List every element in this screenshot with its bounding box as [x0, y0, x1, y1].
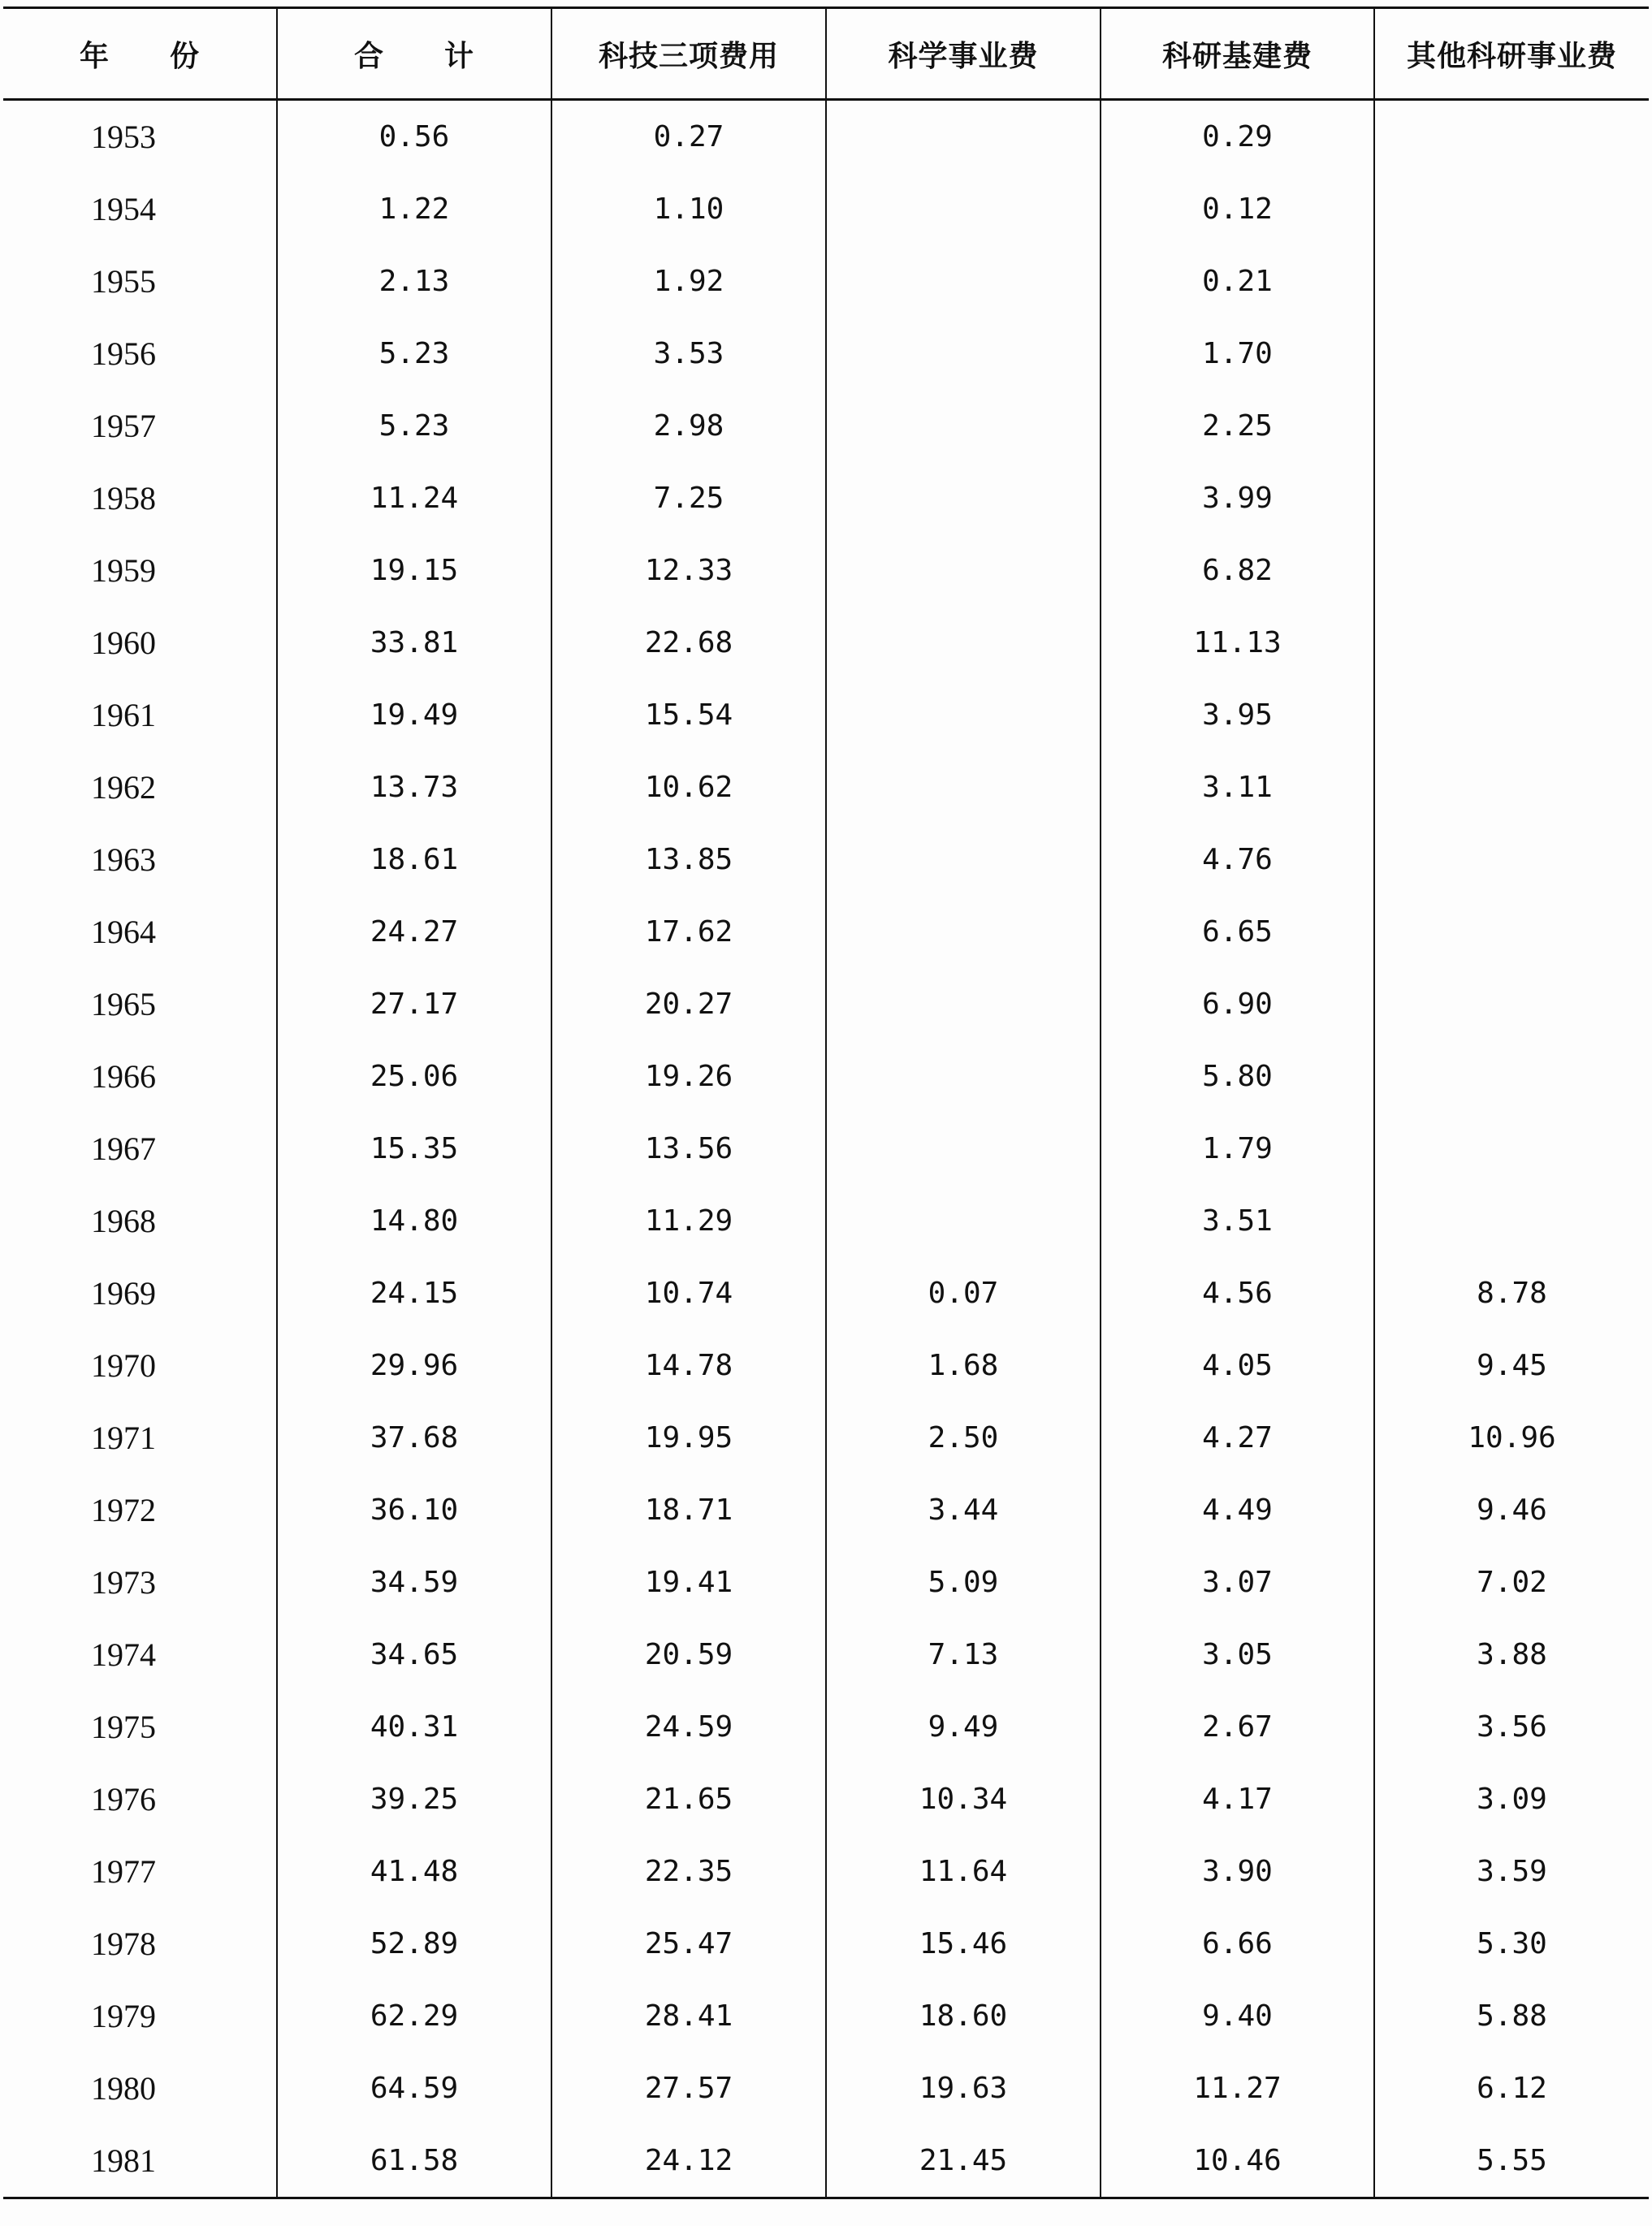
cell-science-operating: [826, 318, 1101, 390]
cell-research-construction: 3.95: [1101, 679, 1374, 751]
cell-research-construction: 10.46: [1101, 2124, 1374, 2198]
cell-total: 64.59: [277, 2052, 551, 2124]
cell-research-construction: 3.99: [1101, 462, 1374, 534]
cell-three-items: 19.95: [551, 1402, 826, 1474]
cell-research-construction: 2.25: [1101, 390, 1374, 462]
cell-total: 34.59: [277, 1546, 551, 1619]
cell-research-construction: 4.05: [1101, 1329, 1374, 1402]
cell-other-research: 5.30: [1374, 1908, 1649, 1980]
cell-three-items: 24.59: [551, 1691, 826, 1763]
cell-research-construction: 4.49: [1101, 1474, 1374, 1546]
cell-total: 61.58: [277, 2124, 551, 2198]
cell-research-construction: 4.27: [1101, 1402, 1374, 1474]
cell-science-operating: 2.50: [826, 1402, 1101, 1474]
table-row: [3, 1908, 1649, 1980]
cell-year: 1967: [3, 1113, 277, 1185]
cell-year: 1972: [3, 1474, 277, 1546]
cell-research-construction: 5.80: [1101, 1040, 1374, 1113]
cell-total: 13.73: [277, 751, 551, 823]
cell-research-construction: 1.79: [1101, 1113, 1374, 1185]
cell-research-construction: 11.27: [1101, 2052, 1374, 2124]
cell-science-operating: 3.44: [826, 1474, 1101, 1546]
cell-total: 36.10: [277, 1474, 551, 1546]
cell-three-items: 13.85: [551, 823, 826, 896]
cell-total: 19.49: [277, 679, 551, 751]
cell-other-research: 8.78: [1374, 1257, 1649, 1329]
cell-year: 1959: [3, 534, 277, 607]
cell-other-research: [1374, 1113, 1649, 1185]
cell-three-items: 24.12: [551, 2124, 826, 2198]
table-row: [3, 1980, 1649, 2052]
cell-science-operating: 0.07: [826, 1257, 1101, 1329]
cell-year: 1955: [3, 245, 277, 318]
cell-other-research: 3.56: [1374, 1691, 1649, 1763]
cell-three-items: 25.47: [551, 1908, 826, 1980]
cell-year: 1977: [3, 1835, 277, 1908]
cell-research-construction: 6.65: [1101, 896, 1374, 968]
cell-science-operating: [826, 896, 1101, 968]
cell-science-operating: 10.34: [826, 1763, 1101, 1835]
cell-science-operating: 7.13: [826, 1619, 1101, 1691]
cell-total: 24.15: [277, 1257, 551, 1329]
table-row: [3, 1113, 1649, 1185]
cell-three-items: 12.33: [551, 534, 826, 607]
table-row: [3, 173, 1649, 245]
table-row: [3, 1763, 1649, 1835]
cell-year: 1958: [3, 462, 277, 534]
column-header-year: 年 份: [3, 8, 277, 100]
cell-total: 29.96: [277, 1329, 551, 1402]
cell-other-research: [1374, 100, 1649, 174]
cell-science-operating: [826, 1113, 1101, 1185]
cell-three-items: 28.41: [551, 1980, 826, 2052]
table-row: [3, 318, 1649, 390]
cell-year: 1973: [3, 1546, 277, 1619]
cell-research-construction: 6.66: [1101, 1908, 1374, 1980]
table-row: [3, 390, 1649, 462]
table-row: [3, 1691, 1649, 1763]
cell-other-research: 6.12: [1374, 2052, 1649, 2124]
cell-science-operating: [826, 968, 1101, 1040]
column-header-science-operating: 科学事业费: [826, 8, 1101, 100]
cell-total: 25.06: [277, 1040, 551, 1113]
cell-science-operating: 18.60: [826, 1980, 1101, 2052]
cell-three-items: 7.25: [551, 462, 826, 534]
cell-other-research: [1374, 896, 1649, 968]
cell-other-research: [1374, 968, 1649, 1040]
table-row: [3, 1257, 1649, 1329]
cell-other-research: [1374, 751, 1649, 823]
table-row: [3, 1546, 1649, 1619]
cell-total: 37.68: [277, 1402, 551, 1474]
cell-three-items: 3.53: [551, 318, 826, 390]
cell-science-operating: [826, 390, 1101, 462]
cell-three-items: 2.98: [551, 390, 826, 462]
table-row: [3, 534, 1649, 607]
cell-research-construction: 2.67: [1101, 1691, 1374, 1763]
cell-research-construction: 6.82: [1101, 534, 1374, 607]
cell-year: 1960: [3, 607, 277, 679]
table-row: [3, 1474, 1649, 1546]
cell-total: 5.23: [277, 390, 551, 462]
table-row: [3, 607, 1649, 679]
table-row: [3, 1329, 1649, 1402]
cell-other-research: 7.02: [1374, 1546, 1649, 1619]
cell-year: 1966: [3, 1040, 277, 1113]
cell-year: 1957: [3, 390, 277, 462]
cell-science-operating: [826, 1040, 1101, 1113]
column-header-three-items: 科技三项费用: [551, 8, 826, 100]
cell-science-operating: 15.46: [826, 1908, 1101, 1980]
cell-three-items: 20.27: [551, 968, 826, 1040]
cell-science-operating: [826, 823, 1101, 896]
cell-other-research: 3.09: [1374, 1763, 1649, 1835]
cell-science-operating: [826, 1185, 1101, 1257]
table-row: [3, 1040, 1649, 1113]
table-row: [3, 2052, 1649, 2124]
cell-year: 1968: [3, 1185, 277, 1257]
cell-year: 1970: [3, 1329, 277, 1402]
cell-total: 62.29: [277, 1980, 551, 2052]
cell-year: 1956: [3, 318, 277, 390]
cell-three-items: 19.41: [551, 1546, 826, 1619]
table-row: [3, 462, 1649, 534]
cell-total: 19.15: [277, 534, 551, 607]
table-row: [3, 1402, 1649, 1474]
table-header: [3, 8, 1649, 100]
cell-other-research: 3.88: [1374, 1619, 1649, 1691]
table-row: [3, 823, 1649, 896]
cell-other-research: [1374, 462, 1649, 534]
cell-three-items: 21.65: [551, 1763, 826, 1835]
cell-science-operating: [826, 607, 1101, 679]
table-row: [3, 100, 1649, 174]
cell-research-construction: 11.13: [1101, 607, 1374, 679]
cell-three-items: 22.35: [551, 1835, 826, 1908]
cell-research-construction: 4.17: [1101, 1763, 1374, 1835]
table-row: [3, 1835, 1649, 1908]
table-row: [3, 968, 1649, 1040]
cell-other-research: 10.96: [1374, 1402, 1649, 1474]
cell-year: 1974: [3, 1619, 277, 1691]
cell-three-items: 22.68: [551, 607, 826, 679]
cell-total: 11.24: [277, 462, 551, 534]
cell-year: 1954: [3, 173, 277, 245]
cell-science-operating: 21.45: [826, 2124, 1101, 2198]
table-row: [3, 245, 1649, 318]
cell-science-operating: [826, 534, 1101, 607]
cell-other-research: [1374, 607, 1649, 679]
cell-three-items: 13.56: [551, 1113, 826, 1185]
cell-other-research: [1374, 173, 1649, 245]
cell-year: 1961: [3, 679, 277, 751]
header-row: [3, 8, 1649, 100]
cell-other-research: [1374, 534, 1649, 607]
cell-three-items: 10.74: [551, 1257, 826, 1329]
cell-science-operating: [826, 679, 1101, 751]
cell-three-items: 10.62: [551, 751, 826, 823]
cell-total: 18.61: [277, 823, 551, 896]
cell-science-operating: [826, 245, 1101, 318]
cell-total: 27.17: [277, 968, 551, 1040]
cell-three-items: 11.29: [551, 1185, 826, 1257]
cell-other-research: 3.59: [1374, 1835, 1649, 1908]
cell-science-operating: [826, 751, 1101, 823]
cell-three-items: 18.71: [551, 1474, 826, 1546]
cell-year: 1962: [3, 751, 277, 823]
cell-total: 39.25: [277, 1763, 551, 1835]
cell-three-items: 1.10: [551, 173, 826, 245]
cell-research-construction: 3.90: [1101, 1835, 1374, 1908]
cell-total: 41.48: [277, 1835, 551, 1908]
column-header-total: 合 计: [277, 8, 551, 100]
cell-total: 0.56: [277, 100, 551, 174]
data-table: [3, 6, 1649, 2199]
cell-year: 1978: [3, 1908, 277, 1980]
table-row: [3, 896, 1649, 968]
cell-total: 2.13: [277, 245, 551, 318]
cell-year: 1976: [3, 1763, 277, 1835]
cell-year: 1980: [3, 2052, 277, 2124]
cell-other-research: [1374, 823, 1649, 896]
cell-other-research: 9.46: [1374, 1474, 1649, 1546]
table-body: [3, 100, 1649, 2198]
cell-research-construction: 0.12: [1101, 173, 1374, 245]
cell-other-research: [1374, 245, 1649, 318]
cell-total: 5.23: [277, 318, 551, 390]
table-row: [3, 751, 1649, 823]
table-row: [3, 2124, 1649, 2198]
cell-research-construction: 4.56: [1101, 1257, 1374, 1329]
cell-research-construction: 3.51: [1101, 1185, 1374, 1257]
cell-research-construction: 3.05: [1101, 1619, 1374, 1691]
cell-other-research: [1374, 1185, 1649, 1257]
cell-total: 1.22: [277, 173, 551, 245]
cell-research-construction: 4.76: [1101, 823, 1374, 896]
cell-research-construction: 1.70: [1101, 318, 1374, 390]
cell-three-items: 0.27: [551, 100, 826, 174]
cell-year: 1971: [3, 1402, 277, 1474]
cell-three-items: 17.62: [551, 896, 826, 968]
cell-science-operating: [826, 462, 1101, 534]
cell-year: 1981: [3, 2124, 277, 2198]
cell-science-operating: [826, 100, 1101, 174]
table-row: [3, 1619, 1649, 1691]
cell-other-research: [1374, 1040, 1649, 1113]
cell-research-construction: 6.90: [1101, 968, 1374, 1040]
cell-science-operating: 9.49: [826, 1691, 1101, 1763]
cell-year: 1965: [3, 968, 277, 1040]
cell-science-operating: 5.09: [826, 1546, 1101, 1619]
cell-total: 15.35: [277, 1113, 551, 1185]
cell-three-items: 27.57: [551, 2052, 826, 2124]
cell-research-construction: 0.29: [1101, 100, 1374, 174]
cell-three-items: 19.26: [551, 1040, 826, 1113]
cell-year: 1953: [3, 100, 277, 174]
cell-year: 1979: [3, 1980, 277, 2052]
cell-other-research: [1374, 390, 1649, 462]
cell-science-operating: 11.64: [826, 1835, 1101, 1908]
column-header-other-research: 其他科研事业费: [1374, 8, 1649, 100]
cell-research-construction: 0.21: [1101, 245, 1374, 318]
cell-total: 40.31: [277, 1691, 551, 1763]
cell-science-operating: 1.68: [826, 1329, 1101, 1402]
cell-other-research: 5.88: [1374, 1980, 1649, 2052]
cell-research-construction: 9.40: [1101, 1980, 1374, 2052]
cell-science-operating: [826, 173, 1101, 245]
cell-year: 1964: [3, 896, 277, 968]
cell-other-research: 5.55: [1374, 2124, 1649, 2198]
cell-research-construction: 3.07: [1101, 1546, 1374, 1619]
cell-research-construction: 3.11: [1101, 751, 1374, 823]
cell-year: 1969: [3, 1257, 277, 1329]
cell-three-items: 1.92: [551, 245, 826, 318]
cell-other-research: [1374, 318, 1649, 390]
table-row: [3, 679, 1649, 751]
cell-total: 24.27: [277, 896, 551, 968]
cell-total: 34.65: [277, 1619, 551, 1691]
cell-other-research: 9.45: [1374, 1329, 1649, 1402]
cell-three-items: 14.78: [551, 1329, 826, 1402]
cell-year: 1975: [3, 1691, 277, 1763]
cell-science-operating: 19.63: [826, 2052, 1101, 2124]
cell-year: 1963: [3, 823, 277, 896]
table-row: [3, 1185, 1649, 1257]
cell-other-research: [1374, 679, 1649, 751]
cell-total: 14.80: [277, 1185, 551, 1257]
cell-three-items: 15.54: [551, 679, 826, 751]
cell-total: 33.81: [277, 607, 551, 679]
cell-total: 52.89: [277, 1908, 551, 1980]
cell-three-items: 20.59: [551, 1619, 826, 1691]
column-header-research-construction: 科研基建费: [1101, 8, 1374, 100]
